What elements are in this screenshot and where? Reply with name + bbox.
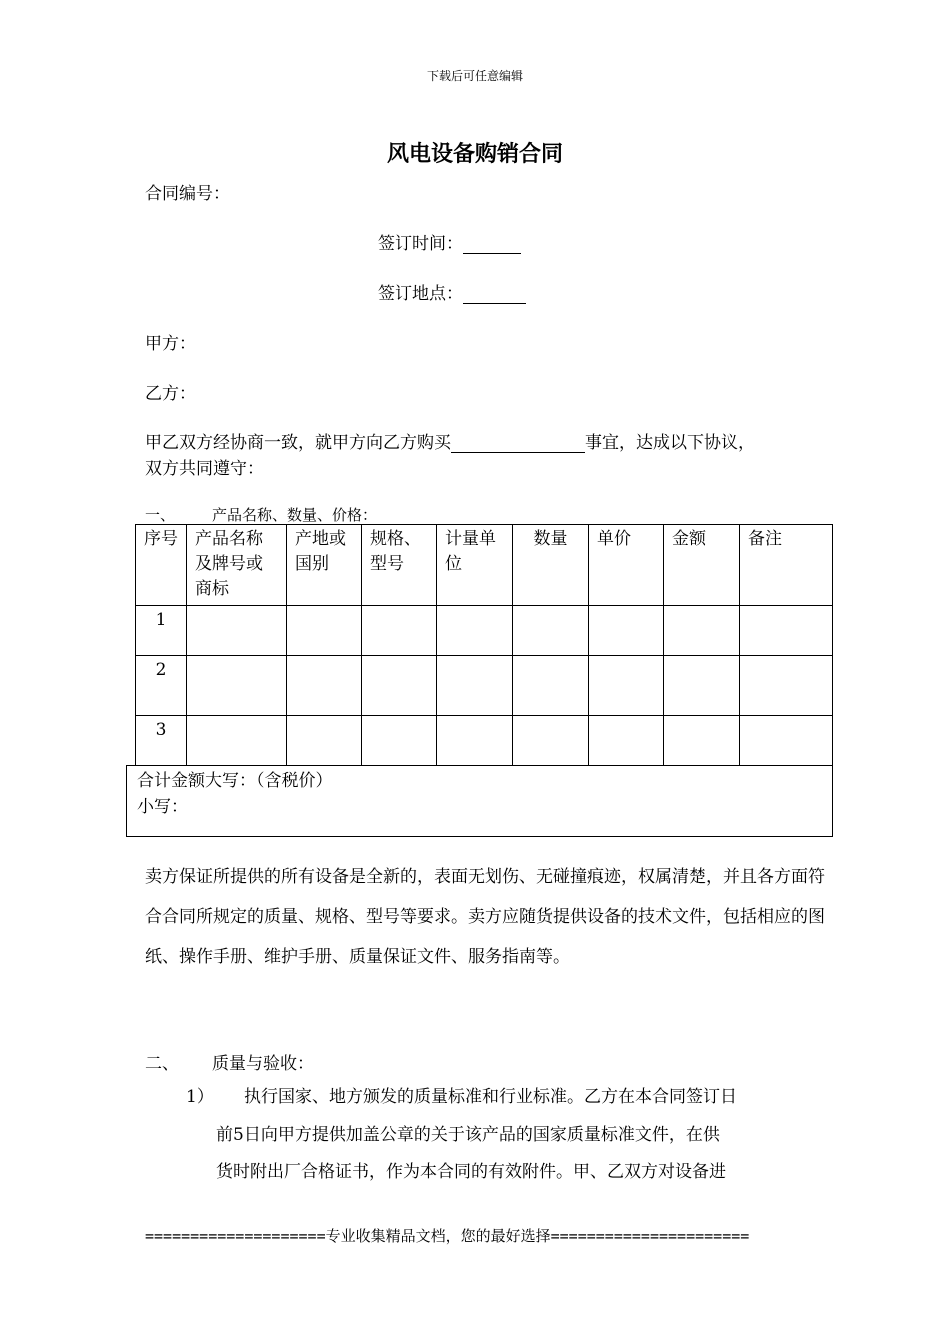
table-cell xyxy=(362,656,437,716)
warranty-paragraph: 卖方保证所提供的所有设备是全新的，表面无划伤、无碰撞痕迹，权属清楚，并且各方面符合合同所规定的质量、规格、型号等要求。卖方应随货提供设备的技术文件，包括相应的图纸、操作手册、维护手册、质量保证文件、服务指南等。 xyxy=(145,867,825,967)
table-cell xyxy=(589,606,664,656)
clause-1-number: 1） xyxy=(186,1087,214,1107)
table-cell xyxy=(287,716,362,766)
table-header-cell: 产品名称及牌号或商标 xyxy=(187,525,287,606)
table-cell xyxy=(664,606,740,656)
table-cell xyxy=(287,656,362,716)
table-cell xyxy=(437,606,513,656)
table-cell xyxy=(589,716,664,766)
table-header-row xyxy=(136,525,833,606)
intro-line-2: 双方共同遵守： xyxy=(145,459,264,479)
table-cell xyxy=(513,656,589,716)
table-cell xyxy=(589,656,664,716)
table-cell xyxy=(740,606,833,656)
table-header-cell: 数量 xyxy=(513,525,589,606)
sign-time-row xyxy=(378,229,521,254)
table-row xyxy=(136,716,833,766)
header-note: 下载后可任意编辑 xyxy=(426,69,523,83)
total-amount-box xyxy=(126,765,833,837)
section-1-number: 一、 xyxy=(145,506,176,524)
clause-1-line-3: 货时附出厂合格证书，作为本合同的有效附件。甲、乙双方对设备进 xyxy=(216,1162,726,1182)
table-cell xyxy=(362,716,437,766)
sign-place-row xyxy=(378,279,526,304)
party-a-label: 甲方： xyxy=(145,334,196,354)
table-cell xyxy=(740,716,833,766)
sign-time-label: 签订时间： xyxy=(378,234,463,254)
clause-1-line-2: 前5日向甲方提供加盖公章的关于该产品的国家质量标准文件，在供 xyxy=(216,1125,720,1145)
party-b-label: 乙方： xyxy=(145,384,196,404)
contract-number-label: 合同编号： xyxy=(145,184,230,204)
table-cell xyxy=(740,656,833,716)
table-cell xyxy=(437,716,513,766)
total-uppercase-label: 合计金额大写：（含税价） xyxy=(137,771,333,791)
table-cell xyxy=(287,606,362,656)
table-header-cell: 规格、型号 xyxy=(362,525,437,606)
footer-banner: ====================专业收集精品文档，您的最好选择====================== xyxy=(145,1227,750,1245)
total-lowercase-label: 小写： xyxy=(137,797,188,817)
table-cell xyxy=(664,716,740,766)
table-header-cell: 单价 xyxy=(589,525,664,606)
table-header-cell: 序号 xyxy=(136,525,187,606)
section-2-heading: 质量与验收： xyxy=(212,1054,314,1074)
section-2-number: 二、 xyxy=(145,1054,179,1074)
table-cell xyxy=(187,656,287,716)
intro-line-1 xyxy=(145,428,755,453)
clause-1-line-1: 执行国家、地方颁发的质量标准和行业标准。乙方在本合同签订日 xyxy=(244,1087,737,1107)
purchase-item-blank xyxy=(451,434,585,453)
table-cell xyxy=(437,656,513,716)
intro-text-1: 甲乙双方经协商一致，就甲方向乙方购买 xyxy=(145,433,451,453)
table-header-cell: 计量单位 xyxy=(437,525,513,606)
table-header-cell: 金额 xyxy=(664,525,740,606)
sign-place-blank xyxy=(463,285,526,304)
table-cell xyxy=(664,656,740,716)
sign-place-label: 签订地点： xyxy=(378,284,463,304)
table-cell xyxy=(513,716,589,766)
table-row xyxy=(136,606,833,656)
table-header-cell: 产地或国别 xyxy=(287,525,362,606)
table-cell xyxy=(187,606,287,656)
table-header-cell: 备注 xyxy=(740,525,833,606)
section-1-heading: 产品名称、数量、价格： xyxy=(212,506,378,524)
table-cell xyxy=(513,606,589,656)
page-title: 风电设备购销合同 xyxy=(386,142,563,167)
table-cell xyxy=(362,606,437,656)
product-table xyxy=(135,524,833,766)
intro-text-2: 事宜，达成以下协议， xyxy=(585,433,755,453)
table-row xyxy=(136,656,833,716)
table-cell: 1 xyxy=(136,606,187,656)
sign-time-blank xyxy=(463,235,521,254)
table-cell: 3 xyxy=(136,716,187,766)
table-cell xyxy=(187,716,287,766)
table-cell: 2 xyxy=(136,656,187,716)
